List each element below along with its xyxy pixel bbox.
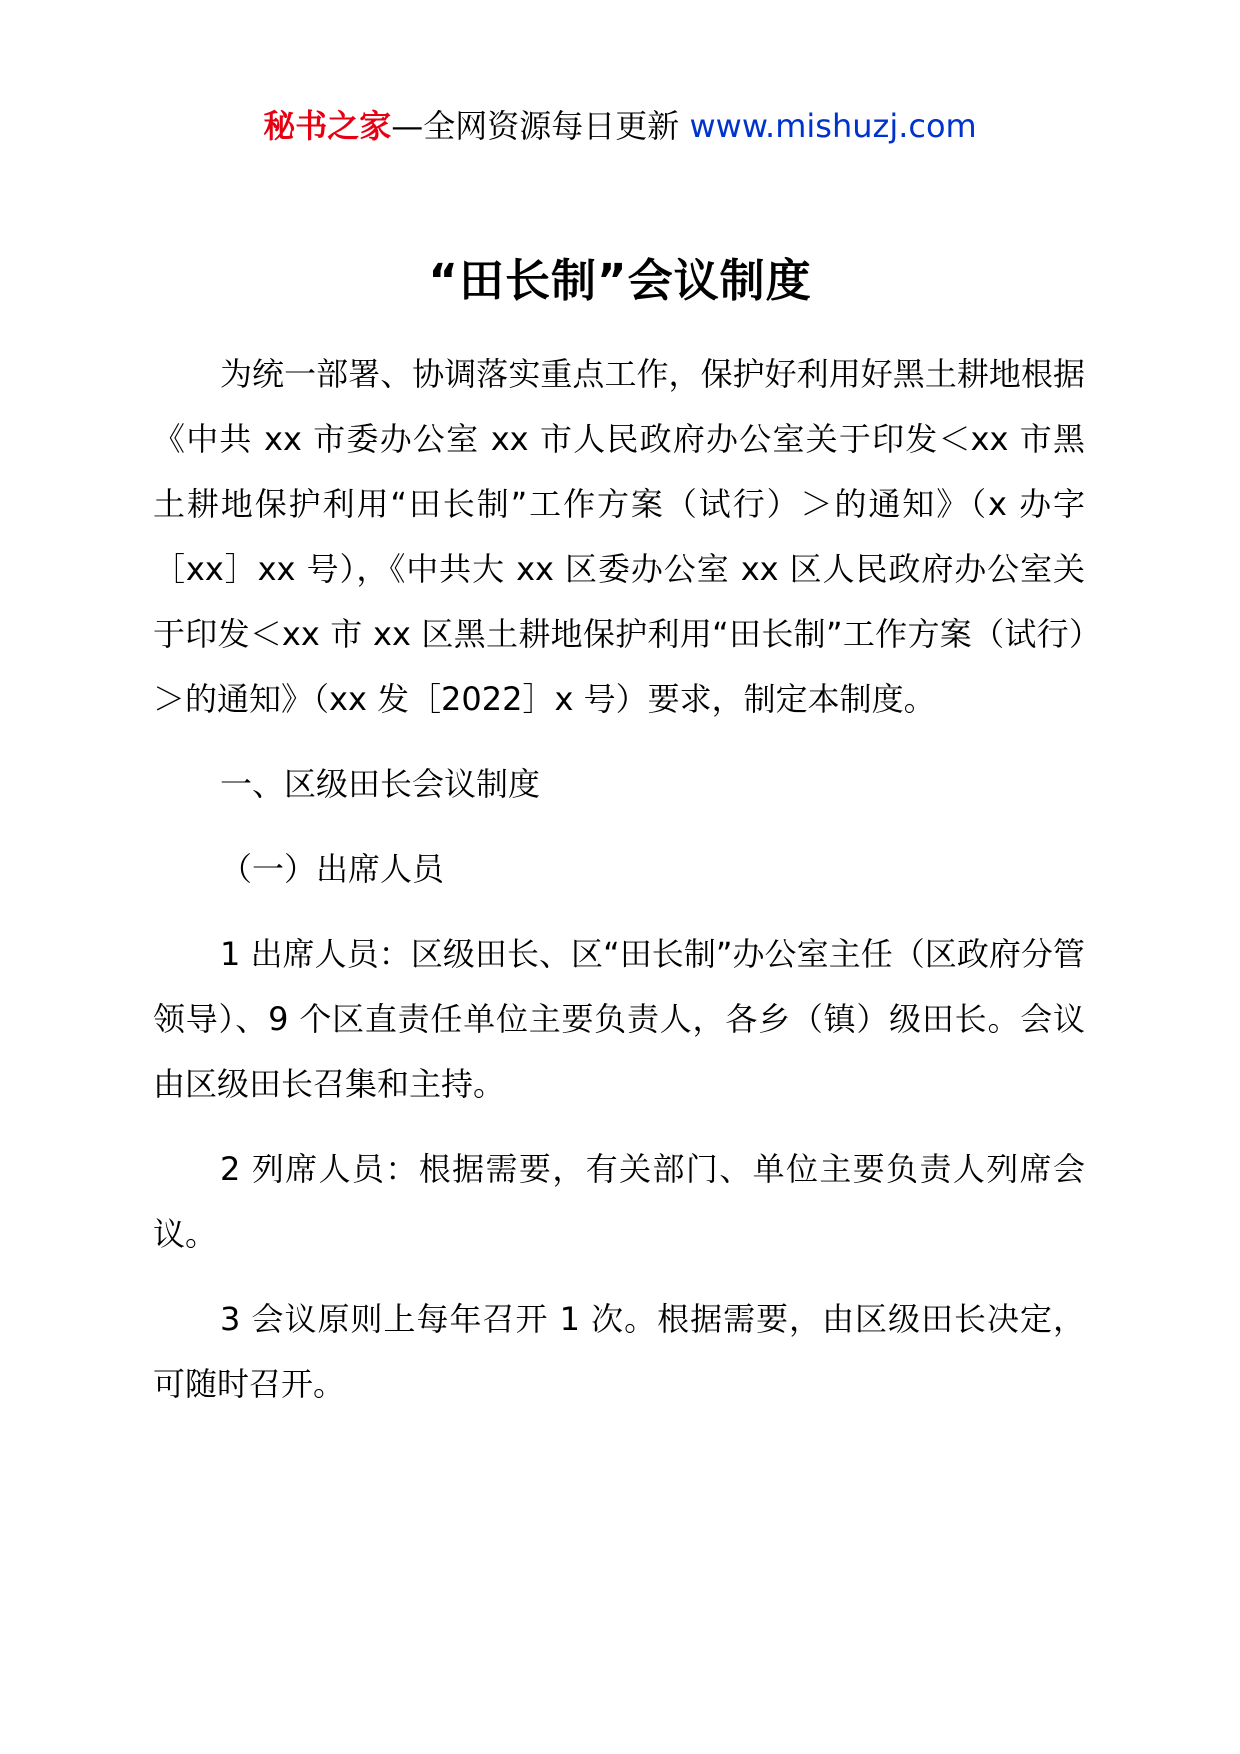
document-title: “田长制”会议制度: [428, 254, 812, 307]
site-url-link[interactable]: www.mishuzj.com: [689, 107, 977, 145]
document-body: [153, 342, 1085, 1437]
paragraph-frequency: 3 会议原则上每年召开 1 次。根据需要，由区级田长决定，可随时召开。: [153, 1300, 1085, 1403]
paragraph-attendees: 1 出席人员：区级田长、区“田长制”办公室主任（区政府分管领导）、9 个区直责任单位主要负责人，各乡（镇）级田长。会议由区级田长召集和主持。: [153, 935, 1085, 1103]
paragraph-observers: 2 列席人员：根据需要，有关部门、单位主要负责人列席会议。: [153, 1150, 1085, 1253]
section-heading-district-meeting: 一、区级田长会议制度: [220, 765, 541, 803]
subsection-heading-attendees: （一）出席人员: [220, 850, 445, 888]
site-header: [0, 104, 1240, 148]
paragraph-intro: 为统一部署、协调落实重点工作，保护好利用好黑土耕地根据《中共 xx 市委办公室 xx 市人民政府办公室关于印发＜xx 市黑土耕地保护利用“田长制”工作方案（试行）＞的通知》（x 办字［xx］xx 号），《中共大 xx 区委办公室 xx 区人民政府办公室关于印发＜xx 市 xx 区黑土耕地保护利用“田长制”工作方案（试行）＞的通知》（xx 发［2022］x 号）要求，制定本制度。: [153, 355, 1085, 718]
site-tagline: —全网资源每日更新: [391, 107, 690, 145]
site-brand: 秘书之家: [263, 107, 392, 145]
